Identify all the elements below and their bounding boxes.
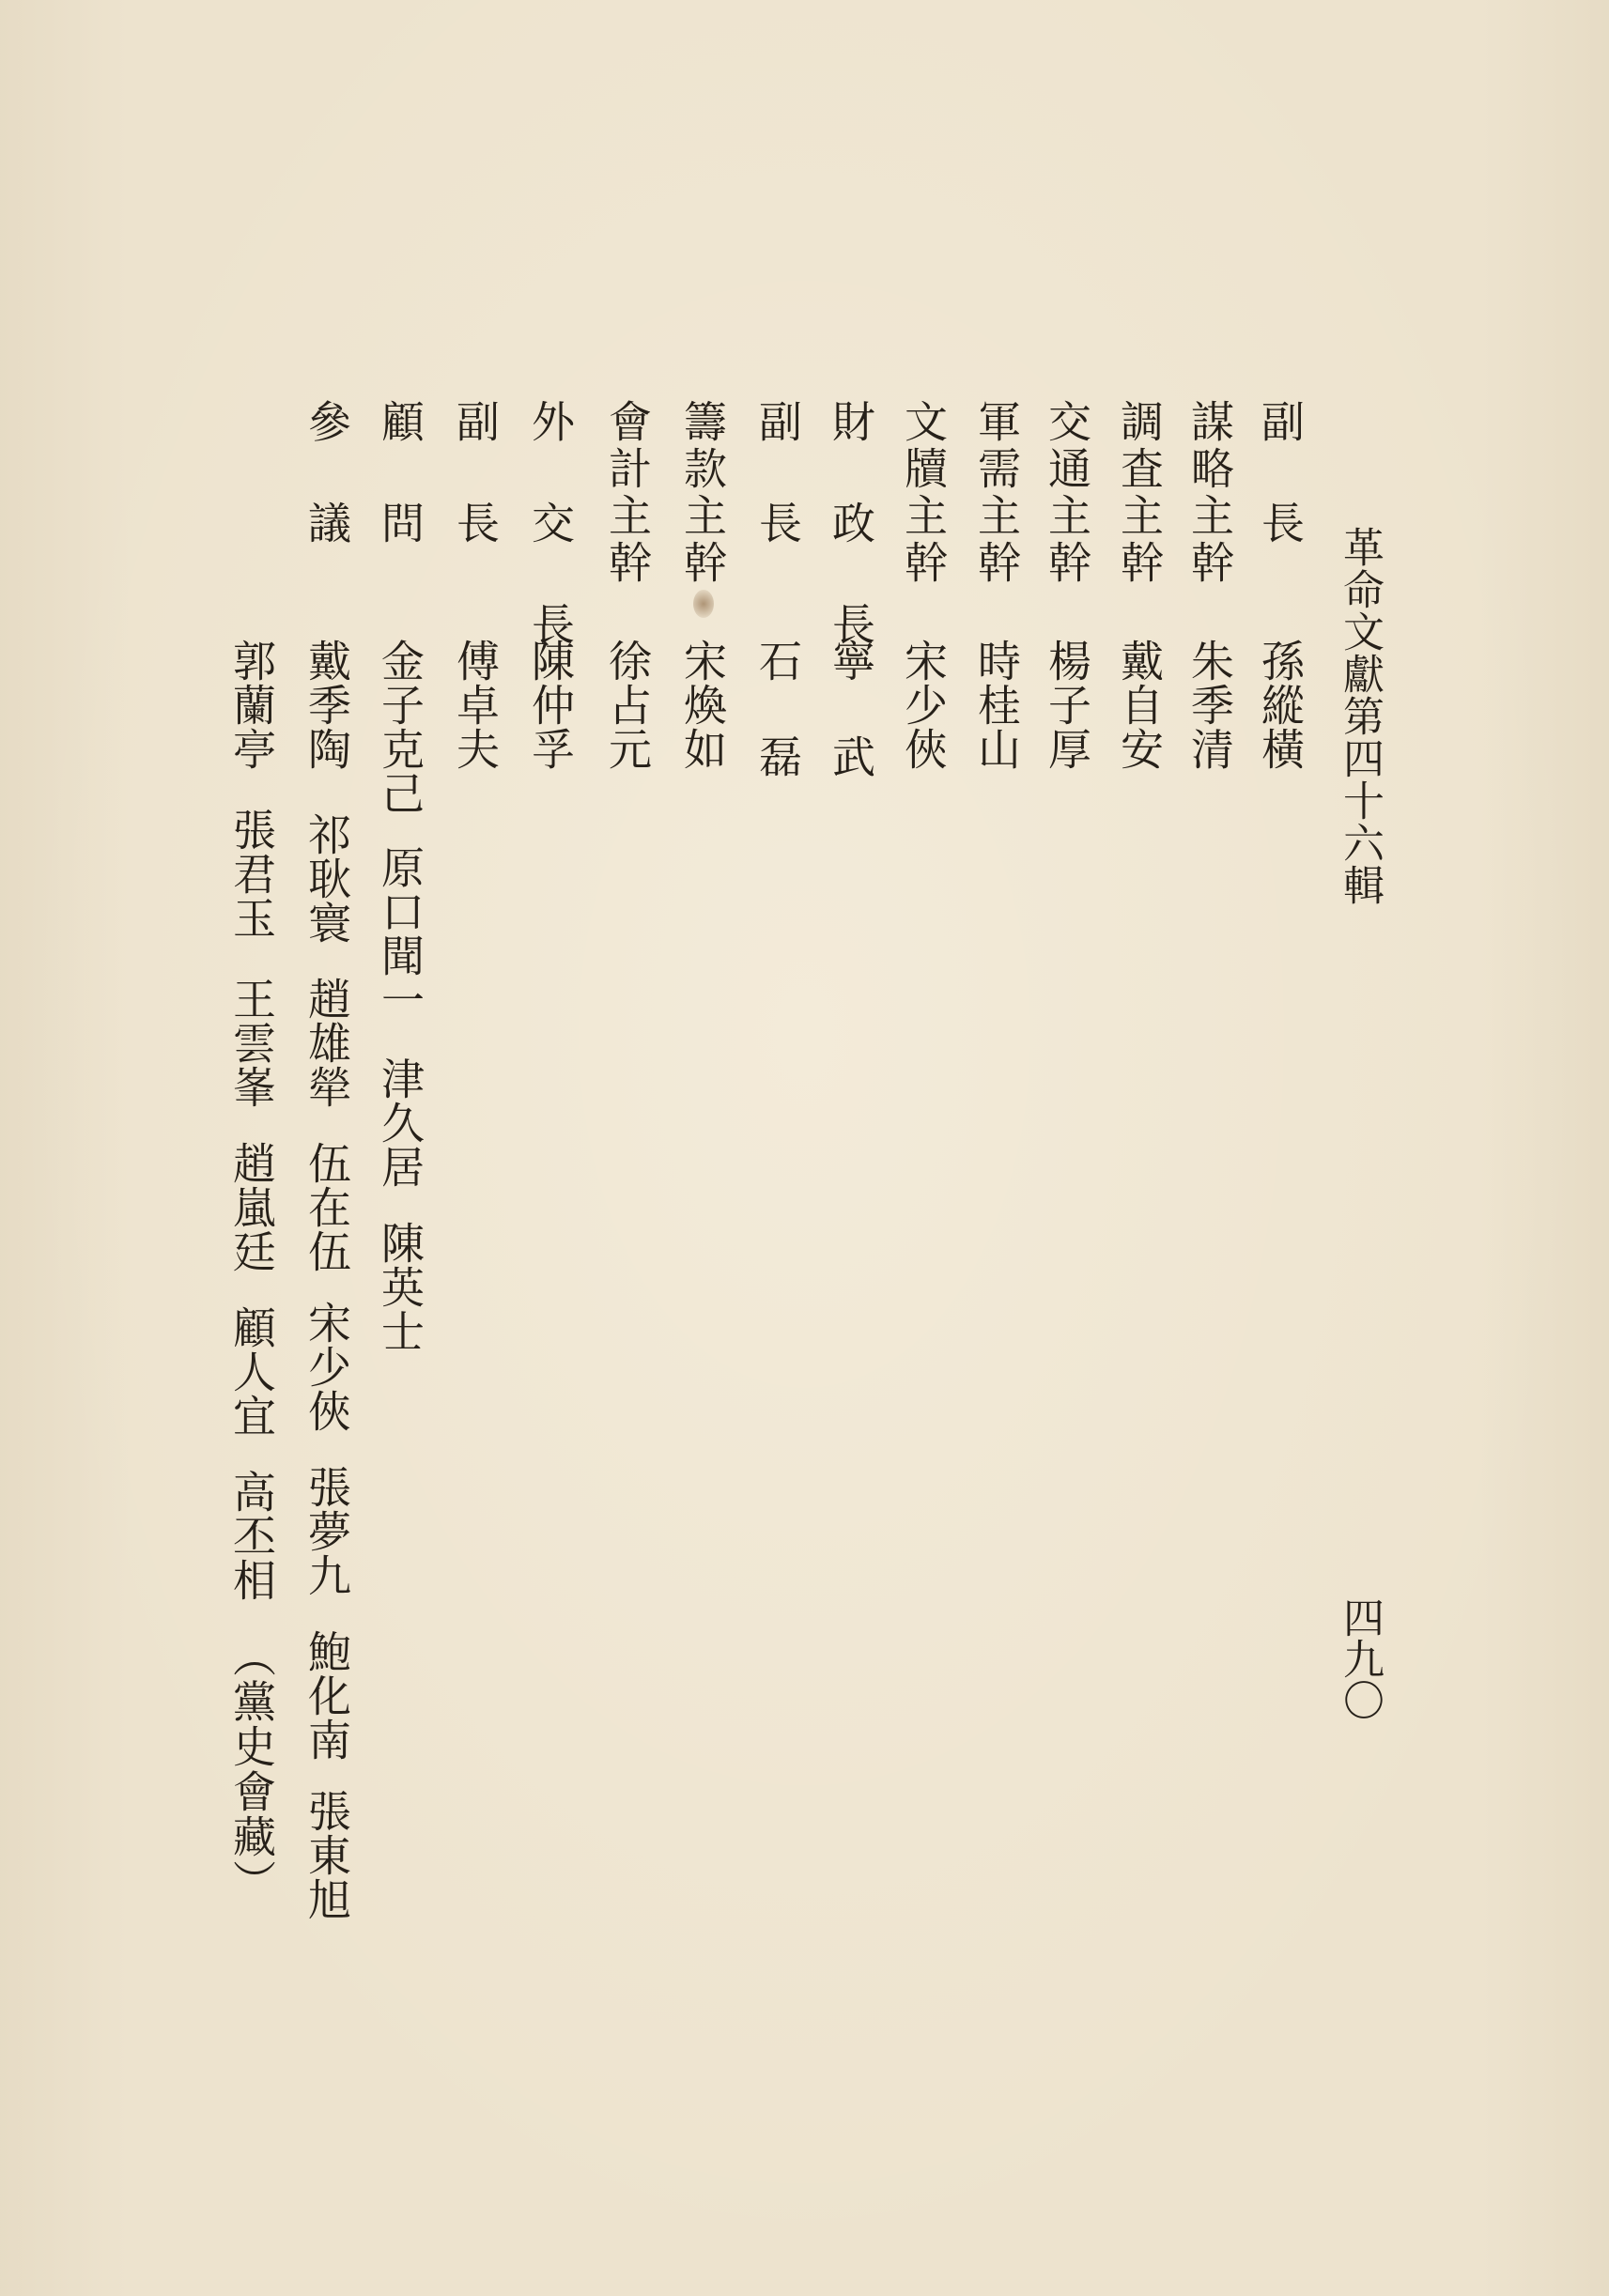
entry-name: 宋少俠 — [302, 1301, 352, 1433]
entry-name: 祁耿寰 — [302, 812, 352, 945]
entry-name: 原口聞一 — [375, 845, 425, 1022]
entry-label: 籌款主幹 — [677, 399, 728, 587]
entry-name: 時桂山 — [971, 639, 1022, 771]
entry-name: 戴自安 — [1114, 639, 1165, 771]
entry-name: 寧 武 — [826, 639, 876, 778]
entry-name: 陳英士 — [375, 1221, 425, 1353]
entry-name: 張夢九 — [302, 1465, 352, 1597]
entry-label: 會計主幹 — [602, 399, 653, 587]
entry-name: 戴季陶 — [302, 639, 352, 771]
entry-label: 交通主幹 — [1042, 399, 1092, 587]
entry-name: 郭蘭亭 — [226, 639, 277, 771]
entry-name: 徐占元 — [602, 639, 653, 771]
page-title: 革命文獻第四十六輯 — [1336, 526, 1384, 906]
entry-name: 金子克己 — [375, 639, 425, 815]
ink-stain — [693, 590, 714, 618]
entry-label: 參 議 — [302, 399, 352, 547]
entry-name: 張君玉 — [226, 808, 277, 940]
entry-name: 宋少俠 — [898, 639, 949, 771]
entry-name: 陳仲孚 — [525, 639, 576, 771]
entry-label: 顧 問 — [375, 399, 425, 547]
entry-label: 副 長 — [752, 399, 803, 547]
entry-name: 趙嵐廷 — [226, 1141, 277, 1273]
source-note: （黨史會藏） — [226, 1634, 277, 1904]
entry-name: 鮑化南 — [302, 1629, 352, 1762]
page-number: 四九〇 — [1336, 1596, 1384, 1720]
entry-name: 朱季清 — [1184, 639, 1235, 771]
entry-name: 高丕相 — [226, 1470, 277, 1602]
entry-label: 副 長 — [1255, 399, 1306, 547]
entry-label: 謀略主幹 — [1184, 399, 1235, 587]
entry-name: 宋煥如 — [677, 639, 728, 771]
entry-name: 伍在伍 — [302, 1141, 352, 1273]
entry-label: 軍需主幹 — [971, 399, 1022, 587]
entry-name: 傅卓夫 — [450, 639, 501, 771]
entry-label: 財 政 長 — [826, 399, 876, 649]
entry-name: 楊子厚 — [1042, 639, 1092, 771]
entry-name: 趙雄犖 — [302, 977, 352, 1109]
entry-name: 王雲峯 — [226, 977, 277, 1109]
entry-name: 津久居 — [375, 1056, 425, 1189]
entry-label: 副 長 — [450, 399, 501, 547]
entry-label: 文牘主幹 — [898, 399, 949, 587]
entry-name: 石 磊 — [752, 639, 803, 778]
entry-name: 顧人宜 — [226, 1305, 277, 1438]
entry-name: 孫縱橫 — [1255, 639, 1306, 771]
entry-label: 調査主幹 — [1114, 399, 1165, 587]
entry-name: 張東旭 — [302, 1789, 352, 1921]
entry-label: 外 交 長 — [525, 399, 576, 649]
